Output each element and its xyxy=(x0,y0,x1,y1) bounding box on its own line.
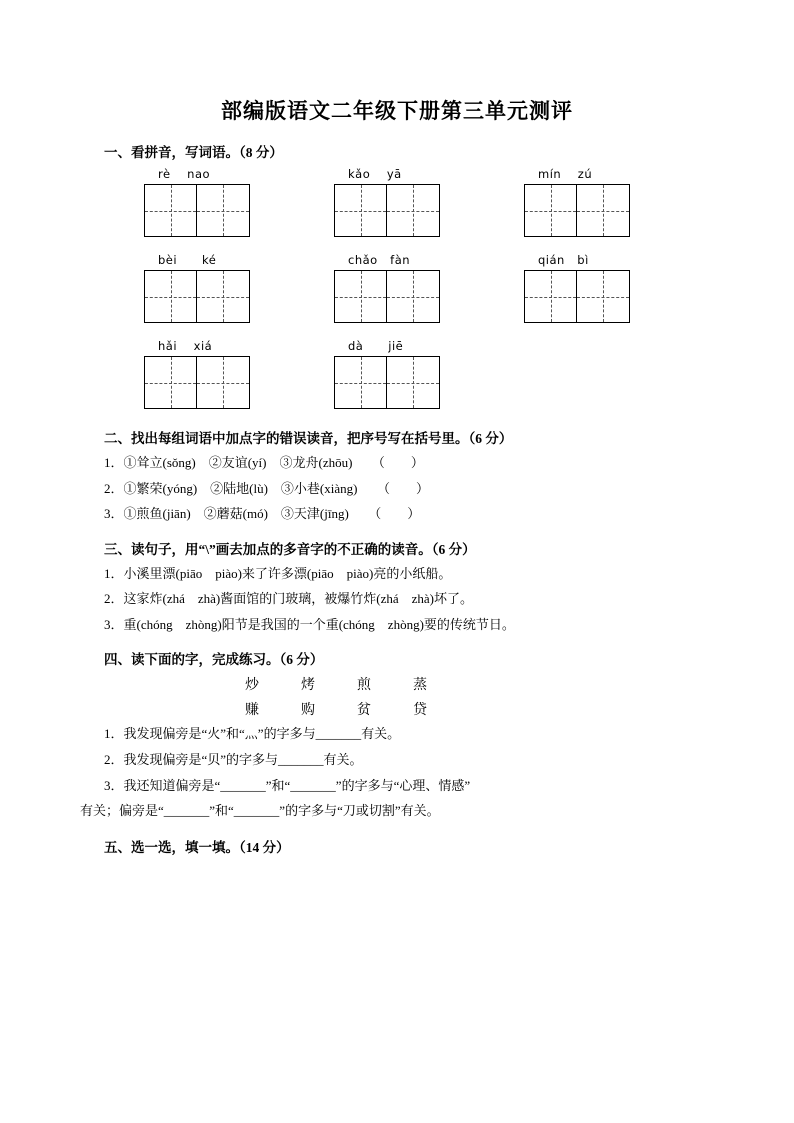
tianzige-cell[interactable] xyxy=(387,184,440,237)
tianzige-cell[interactable] xyxy=(144,356,197,409)
question-item: 3．我还知道偏旁是“_______”和“_______”的字多与“心理、情感” xyxy=(104,777,471,793)
tianzige-cell[interactable] xyxy=(387,270,440,323)
character-item: 贷 xyxy=(413,703,429,718)
pinyin-label: mín zú xyxy=(538,167,593,181)
tianzige-grid[interactable] xyxy=(334,356,440,409)
spacer xyxy=(80,239,714,253)
tianzige-grid[interactable] xyxy=(144,270,250,323)
character-item: 炒 xyxy=(245,678,261,693)
pinyin-group xyxy=(524,253,714,323)
tianzige-cell[interactable] xyxy=(197,184,250,237)
tianzige-grid[interactable] xyxy=(524,270,630,323)
pinyin-group-empty xyxy=(524,339,714,409)
question-item: 2．我发现偏旁是“贝”的字多与_______有关。 xyxy=(104,751,363,767)
tianzige-cell[interactable] xyxy=(334,184,387,237)
tianzige-cell[interactable] xyxy=(524,270,577,323)
section-heading-2: 二、找出每组词语中加点字的错误读音，把序号写在括号里。（6 分） xyxy=(104,431,513,446)
pinyin-group xyxy=(334,167,524,237)
tianzige-cell[interactable] xyxy=(197,356,250,409)
pinyin-label: hǎi xiá xyxy=(158,339,213,353)
pinyin-row xyxy=(80,253,714,323)
character-item: 烤 xyxy=(301,678,317,693)
question-item: 3．①煎鱼(jiān) ②蘑菇(mó) ③天津(jīng) （ ） xyxy=(104,506,421,521)
question-item: 2．①繁荣(yóng) ②陆地(lù) ③小巷(xiàng) （ ） xyxy=(104,480,429,496)
tianzige-cell[interactable] xyxy=(197,270,250,323)
pinyin-label: dà jiē xyxy=(348,339,404,353)
pinyin-row xyxy=(80,167,714,237)
question-item: 3．重(chóng zhòng)阳节是我国的一个重(chóng zhòng)要的传统节日。 xyxy=(104,616,515,632)
pinyin-group xyxy=(334,339,524,409)
pinyin-label: rè nao xyxy=(158,167,211,181)
character-item: 购 xyxy=(301,703,317,718)
question-item: 1．小溪里漂(piāo piào)来了许多漂(piāo piào)亮的小纸船。 xyxy=(104,565,452,581)
pinyin-group xyxy=(144,167,334,237)
tianzige-cell[interactable] xyxy=(387,356,440,409)
character-item: 蒸 xyxy=(413,678,429,693)
pinyin-label: bèi ké xyxy=(158,253,217,267)
tianzige-cell[interactable] xyxy=(524,184,577,237)
character-item: 贫 xyxy=(357,703,373,718)
tianzige-grid[interactable] xyxy=(334,270,440,323)
tianzige-grid[interactable] xyxy=(524,184,630,237)
character-row xyxy=(80,674,714,694)
tianzige-cell[interactable] xyxy=(144,184,197,237)
pinyin-label: chǎo fàn xyxy=(348,253,411,267)
section-heading-1: 一、看拼音，写词语。（8 分） xyxy=(104,145,283,160)
section-heading-5: 五、选一选，填一填。（14 分） xyxy=(104,840,290,856)
tianzige-grid[interactable] xyxy=(144,184,250,237)
question-item-continued: 有关；偏旁是“_______”和“_______”的字多与“刀或切割”有关。 xyxy=(80,803,440,819)
pinyin-group xyxy=(144,339,334,409)
page-title: 部编版语文二年级下册第三单元测评 xyxy=(221,99,573,123)
pinyin-writing-exercise xyxy=(80,167,714,409)
pinyin-group xyxy=(524,167,714,237)
character-row xyxy=(80,699,714,719)
section-heading-4: 四、读下面的字，完成练习。（6 分） xyxy=(104,652,324,667)
tianzige-cell[interactable] xyxy=(577,270,630,323)
character-item: 赚 xyxy=(245,703,261,718)
tianzige-cell[interactable] xyxy=(577,184,630,237)
tianzige-grid[interactable] xyxy=(144,356,250,409)
tianzige-cell[interactable] xyxy=(334,270,387,323)
character-item: 煎 xyxy=(357,678,373,693)
question-item: 1．我发现偏旁是“火”和“灬”的字多与_______有关。 xyxy=(104,726,401,741)
question-item: 2．这家炸(zhá zhà)酱面馆的门玻璃，被爆竹炸(zhá zhà)坏了。 xyxy=(104,591,473,606)
section-heading-3: 三、读句子，用“\”画去加点的多音字的不正确的读音。（6 分） xyxy=(104,541,476,557)
pinyin-label: kǎo yā xyxy=(348,167,402,181)
tianzige-cell[interactable] xyxy=(334,356,387,409)
tianzige-grid[interactable] xyxy=(334,184,440,237)
question-item: 1．①耸立(sǒng) ②友谊(yí) ③龙舟(zhōu) （ ） xyxy=(104,455,424,470)
pinyin-label: qián bì xyxy=(538,253,589,267)
spacer xyxy=(80,325,714,339)
pinyin-group xyxy=(144,253,334,323)
pinyin-group xyxy=(334,253,524,323)
tianzige-cell[interactable] xyxy=(144,270,197,323)
pinyin-row xyxy=(80,339,714,409)
